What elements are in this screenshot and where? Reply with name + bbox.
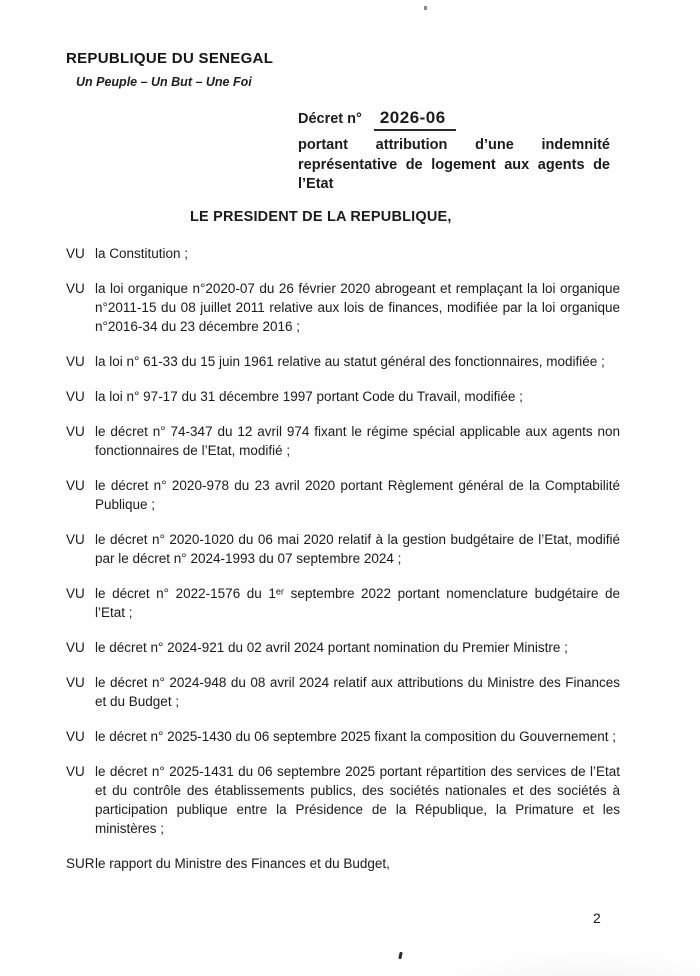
clause-text: le décret n° 2024-948 du 08 avril 2024 relatif aux attributions du Ministre des Finances et du Budget ;: [95, 675, 620, 709]
decree-number-line: [298, 108, 610, 131]
clause-keyword: VU: [66, 424, 85, 439]
vu-clause: [66, 422, 620, 460]
clause-keyword: VU: [66, 478, 85, 493]
country-title: REPUBLIQUE DU SENEGAL: [66, 50, 274, 67]
clause-text: la loi n° 61-33 du 15 juin 1961 relative au statut général des fonctionnaires, modifiée ;: [95, 354, 605, 369]
letterhead: [66, 50, 273, 89]
vu-clause: [66, 727, 620, 746]
clause-keyword: VU: [66, 764, 85, 779]
clause-text: le décret n° 74-347 du 12 avril 974 fixant le régime spécial applicable aux agents non fonctionnaires de l’Etat, modifié ;: [95, 424, 620, 458]
clause-text: le décret n° 2022-1576 du 1ᵉʳ septembre 2022 portant nomenclature budgétaire de l’Etat ;: [95, 586, 620, 620]
decree-title-block: [298, 108, 610, 195]
vu-clause: [66, 762, 620, 838]
vu-clause: [66, 476, 620, 514]
scan-artifact-shadow: [400, 948, 700, 976]
vu-clause: [66, 638, 620, 657]
clause-keyword: VU: [66, 532, 85, 547]
decree-subject: portant attribution d’une indemnité représentative de logement aux agents de l’Etat: [298, 137, 610, 192]
vu-clause: [66, 530, 620, 568]
clause-text: le décret n° 2025-1431 du 06 septembre 2025 portant répartition des services de l’Etat et du contrôle des établissements publics, des sociétés nationales et des sociétés à participation publique entre la Présidence de la République, la Primature et les ministères ;: [95, 764, 620, 836]
page-number: 2: [593, 910, 601, 926]
scan-artifact-speck: [424, 6, 427, 10]
vu-clause: [66, 244, 620, 263]
scan-artifact-mark: [398, 952, 402, 959]
clauses-list: [66, 244, 620, 889]
clause-text: le décret n° 2020-1020 du 06 mai 2020 relatif à la gestion budgétaire de l’Etat, modifié par le décret n° 2024-1993 du 07 septembre 2024 ;: [95, 532, 620, 566]
vu-clause: [66, 352, 620, 371]
clause-keyword: VU: [66, 729, 85, 744]
vu-clause: [66, 279, 620, 336]
clause-keyword: SUR: [66, 856, 95, 871]
clause-text: la loi organique n°2020-07 du 26 février 2020 abrogeant et remplaçant la loi organique n°2011-15 du 08 juillet 2011 relative aux lois de finances, modifiée par la loi organique n°2016-34 du 23 décembre 2016 ;: [95, 281, 620, 334]
clause-text: le rapport du Ministre des Finances et du Budget,: [95, 856, 390, 871]
clause-text: le décret n° 2024-921 du 02 avril 2024 portant nomination du Premier Ministre ;: [95, 640, 568, 655]
clause-keyword: VU: [66, 675, 85, 690]
decree-label: Décret n°: [298, 111, 362, 127]
decree-number: 2026-06: [374, 108, 456, 131]
clause-text: la loi n° 97-17 du 31 décembre 1997 portant Code du Travail, modifiée ;: [95, 389, 523, 404]
salutation-line: LE PRESIDENT DE LA REPUBLIQUE,: [190, 209, 452, 225]
clause-keyword: VU: [66, 389, 85, 404]
clause-keyword: VU: [66, 586, 85, 601]
national-motto: Un Peuple – Un But – Une Foi: [76, 75, 252, 89]
clause-keyword: VU: [66, 281, 85, 296]
clause-keyword: VU: [66, 640, 85, 655]
clause-text: le décret n° 2025-1430 du 06 septembre 2025 fixant la composition du Gouvernement ;: [95, 729, 616, 744]
clause-keyword: VU: [66, 354, 85, 369]
clause-text: la Constitution ;: [95, 246, 189, 261]
vu-clause: [66, 584, 620, 622]
sur-clause: [66, 854, 620, 873]
vu-clause: [66, 387, 620, 406]
clause-text: le décret n° 2020-978 du 23 avril 2020 portant Règlement général de la Comptabilité Publique ;: [95, 478, 620, 512]
vu-clause: [66, 673, 620, 711]
clause-keyword: VU: [66, 246, 85, 261]
